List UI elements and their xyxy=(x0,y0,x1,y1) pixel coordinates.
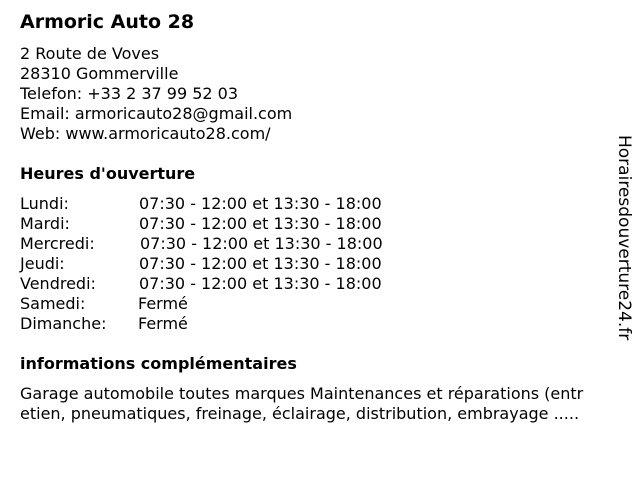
day-label: Mercredi: xyxy=(20,234,95,253)
info-text xyxy=(20,384,632,424)
day-label: Lundi: xyxy=(20,194,69,213)
site-watermark: Horairesdouverture24.fr xyxy=(614,135,634,341)
day-label: Samedi: xyxy=(20,294,86,313)
day-hours: 07:30 - 12:00 et 13:30 - 18:00 xyxy=(139,194,382,213)
info-line-1: Garage automobile toutes marques Maintenances et réparations (entr xyxy=(20,384,584,403)
hours-heading: Heures d'ouverture xyxy=(20,164,196,183)
day-hours: Fermé xyxy=(138,314,188,333)
day-label: Mardi: xyxy=(20,214,70,233)
address-block xyxy=(20,44,292,144)
phone-line: Telefon: +33 2 37 99 52 03 xyxy=(20,84,239,103)
day-label: Jeudi: xyxy=(20,254,65,273)
city-line: 28310 Gommerville xyxy=(20,64,179,83)
email-line: Email: armoricauto28@gmail.com xyxy=(20,104,293,123)
day-hours: 07:30 - 12:00 et 13:30 - 18:00 xyxy=(140,234,383,253)
day-hours: Fermé xyxy=(138,294,188,313)
street-address: 2 Route de Voves xyxy=(20,44,160,63)
day-hours: 07:30 - 12:00 et 13:30 - 18:00 xyxy=(139,274,382,293)
day-hours: 07:30 - 12:00 et 13:30 - 18:00 xyxy=(139,254,382,273)
day-label: Dimanche: xyxy=(20,314,107,333)
day-label: Vendredi: xyxy=(20,274,96,293)
info-line-2: etien, pneumatiques, freinage, éclairage, distribution, embrayage ..... xyxy=(20,404,580,423)
web-line: Web: www.armoricauto28.com/ xyxy=(20,124,271,143)
business-name: Armoric Auto 28 xyxy=(20,11,195,33)
info-heading: informations complémentaires xyxy=(20,354,297,373)
day-hours: 07:30 - 12:00 et 13:30 - 18:00 xyxy=(139,214,382,233)
